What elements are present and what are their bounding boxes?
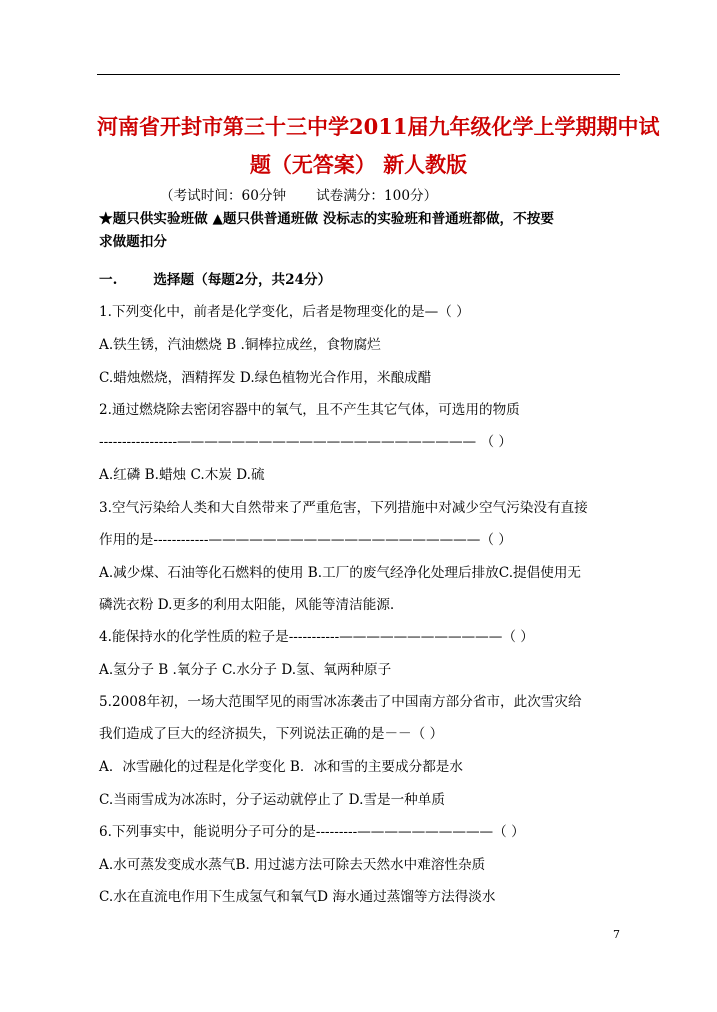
q2-options: A.红磷 B.蜡烛 C.木炭 D.硫 [99, 467, 265, 483]
q6-options-2: C.水在直流电作用下生成氢气和氧气D 海水通过蒸馏等方法得淡水 [99, 889, 496, 905]
q3-stem-1: 3.空气污染给人类和大自然带来了严重危害，下列措施中对减少空气污染没有直接 [99, 500, 588, 516]
title-line-2: 题（无答案） 新人教版 [249, 152, 468, 177]
section-heading [99, 270, 331, 290]
q2-stem-1: 2.通过燃烧除去密闭容器中的氧气，且不产生其它气体，可选用的物质 [99, 402, 520, 418]
q5-stem-2: 我们造成了巨大的经济损失，下列说法正确的是－－（ ） [99, 726, 444, 742]
q3-stem-2: 作用的是------------————————————————————（ ） [99, 532, 512, 548]
q5-options-2: C.当雨雪成为冰冻时，分子运动就停止了 D.雪是一种单质 [99, 792, 445, 808]
section-number: 一. [99, 272, 118, 288]
title-line-1: 河南省开封市第三十三中学2011届九年级化学上学期期中试 [97, 114, 660, 139]
q1-options-ab: A.铁生锈，汽油燃烧 B .铜棒拉成丝，食物腐烂 [99, 337, 381, 353]
q4-stem: 4.能保持水的化学性质的粒子是-----------————————————（ ） [99, 629, 534, 645]
q6-options-1: A.水可蒸发变成水蒸气B. 用过滤方法可除去天然水中难溶性杂质 [99, 857, 486, 873]
q3-options-2: 磷洗衣粉 D.更多的利用太阳能，风能等清洁能源. [99, 597, 395, 613]
q4-options: A.氢分子 B .氧分子 C.水分子 D.氢、氧两种原子 [99, 662, 392, 678]
q5-options-1: A．冰雪融化的过程是化学变化 B．冰和雪的主要成分都是水 [99, 759, 463, 775]
page-number: 7 [613, 928, 620, 941]
exam-info [160, 186, 437, 206]
header-rule [97, 74, 620, 75]
notice-line-1: ★题只供实验班做 ▲题只供普通班做 没标志的实验班和普通班都做，不按要 [99, 211, 554, 227]
exam-score: 试卷满分：100分） [316, 188, 438, 204]
q6-stem: 6.下列事实中，能说明分子可分的是---------——————————（ ） [99, 824, 525, 840]
notice-line-2: 求做题扣分 [99, 234, 167, 250]
section-label: 选择题（每题2分，共24分） [153, 272, 332, 288]
exam-time: （考试时间：60分钟 [160, 188, 287, 204]
q1-stem: 1.下列变化中，前者是化学变化，后者是物理变化的是—（ ） [99, 304, 470, 320]
q1-options-cd: C.蜡烛燃烧，酒精挥发 D.绿色植物光合作用，米酿成醋 [99, 370, 432, 386]
q3-options-1: A.减少煤、石油等化石燃料的使用 B.工厂的废气经净化处理后排放C.提倡使用无 [99, 565, 582, 581]
q5-stem-1: 5.2008年初，一场大范围罕见的雨雪冰冻袭击了中国南方部分省市，此次雪灾给 [99, 694, 582, 710]
q2-stem-2: -----------------—————————————————————— （ ） [99, 434, 512, 450]
